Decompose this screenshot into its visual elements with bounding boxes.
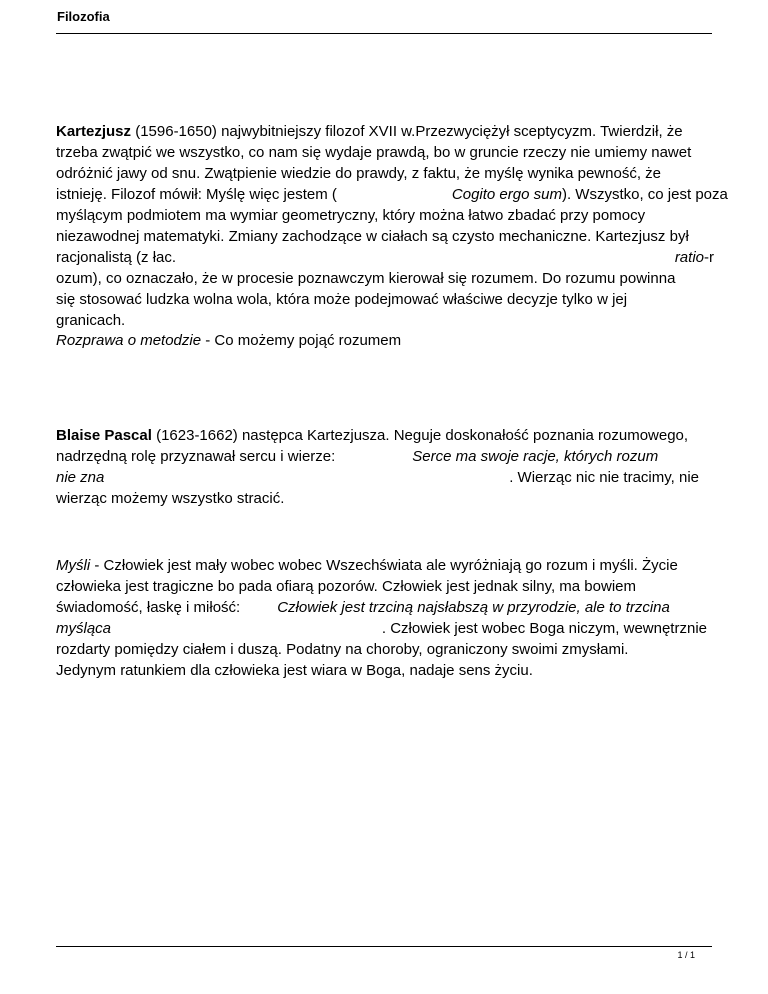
pascal-line-4: wierząc możemy wszystko stracić. — [56, 490, 285, 507]
pascal-quote-part1: Serce ma swoje racje, których rozum — [412, 448, 659, 465]
ratio-word: ratio — [674, 249, 704, 266]
pascal-text-3b: . Wierząc nic nie tracimy, nie — [509, 469, 699, 486]
pascal-text-2a: nadrzędną rolę przyznawał sercu i wierze: — [56, 448, 336, 465]
pascal-paragraph — [56, 425, 714, 509]
mysli-line-6: Jedynym ratunkiem dla człowieka jest wiara w Boga, nadaje sens życiu. — [56, 662, 533, 679]
ratio-term — [675, 247, 714, 268]
document-header-title: Filozofia — [57, 9, 110, 24]
cogito-phrase: Cogito ergo sum — [451, 186, 562, 203]
kartezjusz-line-6: niezawodnej matematyki. Zmiany zachodzące w ciałach są czysto mechaniczne. Kartezjusz był — [56, 228, 689, 245]
mysli-title: Myśli — [56, 557, 91, 574]
pascal-line-1 — [56, 425, 714, 446]
kartezjusz-line-10: granicach. — [56, 312, 126, 329]
pascal-quote-part2: nie zna — [56, 469, 105, 486]
pascal-line-3 — [56, 467, 714, 488]
pascal-name: Blaise Pascal — [56, 427, 152, 444]
mysli-line-2: człowieka jest tragiczne bo pada ofiarą pozorów. Człowiek jest jednak silny, ma bowiem — [56, 578, 636, 595]
kartezjusz-name: Kartezjusz — [56, 123, 132, 140]
mysli-line-4 — [56, 618, 714, 639]
kartezjusz-line-3: odróżnić jawy od snu. Zwątpienie wiedzie do prawdy, z faktu, że myślę wynika pewność, że — [56, 165, 662, 182]
ratio-suffix: -r — [704, 249, 714, 266]
kartezjusz-line-5: myślącym podmiotem ma wymiar geometryczny, który można łatwo zbadać przy pomocy — [56, 207, 646, 224]
kartezjusz-line-4 — [56, 184, 728, 205]
rozprawa-title: Rozprawa o metodzie — [56, 332, 202, 349]
kartezjusz-line-8: ozum), co oznaczało, że w procesie poznawczym kierował się rozumem. Do rozumu powinna — [56, 270, 676, 287]
page-number: 1 / 1 — [677, 950, 695, 960]
pascal-reed-quote-part2: myśląca — [56, 620, 112, 637]
mysli-line-3 — [56, 597, 714, 618]
kartezjusz-line-9: się stosować ludzka wolna wola, która może podejmować właściwe decyzje tylko w jej — [56, 291, 628, 308]
kartezjusz-text-4c: ). Wszystko, co jest poza — [561, 186, 728, 203]
kartezjusz-text-7a: racjonalistą (z łac. — [56, 249, 177, 266]
footer-divider — [56, 946, 712, 947]
kartezjusz-text-1: (1596-1650) najwybitniejszy filozof XVII w.Przezwyciężył sceptycyzm. Twierdził, że — [131, 123, 683, 140]
rozprawa-paragraph — [56, 330, 714, 351]
kartezjusz-line-2: trzeba zwątpić we wszystko, co nam się wydaje prawdą, bo w gruncie rzeczy nie umiemy nawet — [56, 144, 692, 161]
mysli-line-5: rozdarty pomiędzy ciałem i duszą. Podatny na choroby, ograniczony swoimi zmysłami. — [56, 641, 629, 658]
kartezjusz-paragraph — [56, 121, 728, 331]
pascal-text-1: (1623-1662) następca Kartezjusza. Neguje doskonałość poznania rozumowego, — [151, 427, 689, 444]
mysli-text-3a: świadomość, łaskę i miłość: — [56, 599, 241, 616]
rozprawa-text: - Co możemy pojąć rozumem — [201, 332, 402, 349]
kartezjusz-text-4a: istnieję. Filozof mówił: Myślę więc jestem ( — [56, 186, 337, 203]
kartezjusz-line-1 — [56, 121, 714, 142]
header-divider — [56, 33, 712, 34]
rozprawa-line — [56, 330, 714, 351]
pascal-reed-quote-part1: Człowiek jest trzciną najsłabszą w przyrodzie, ale to trzcina — [277, 599, 670, 616]
mysli-text-1: - Człowiek jest mały wobec wobec Wszechświata ale wyróżniają go rozum i myśli. Życie — [90, 557, 678, 574]
mysli-paragraph — [56, 555, 714, 681]
pascal-line-2 — [56, 446, 714, 467]
mysli-text-4b: . Człowiek jest wobec Boga niczym, wewnętrznie — [381, 620, 707, 637]
mysli-line-1 — [56, 555, 714, 576]
kartezjusz-line-7 — [56, 247, 714, 268]
